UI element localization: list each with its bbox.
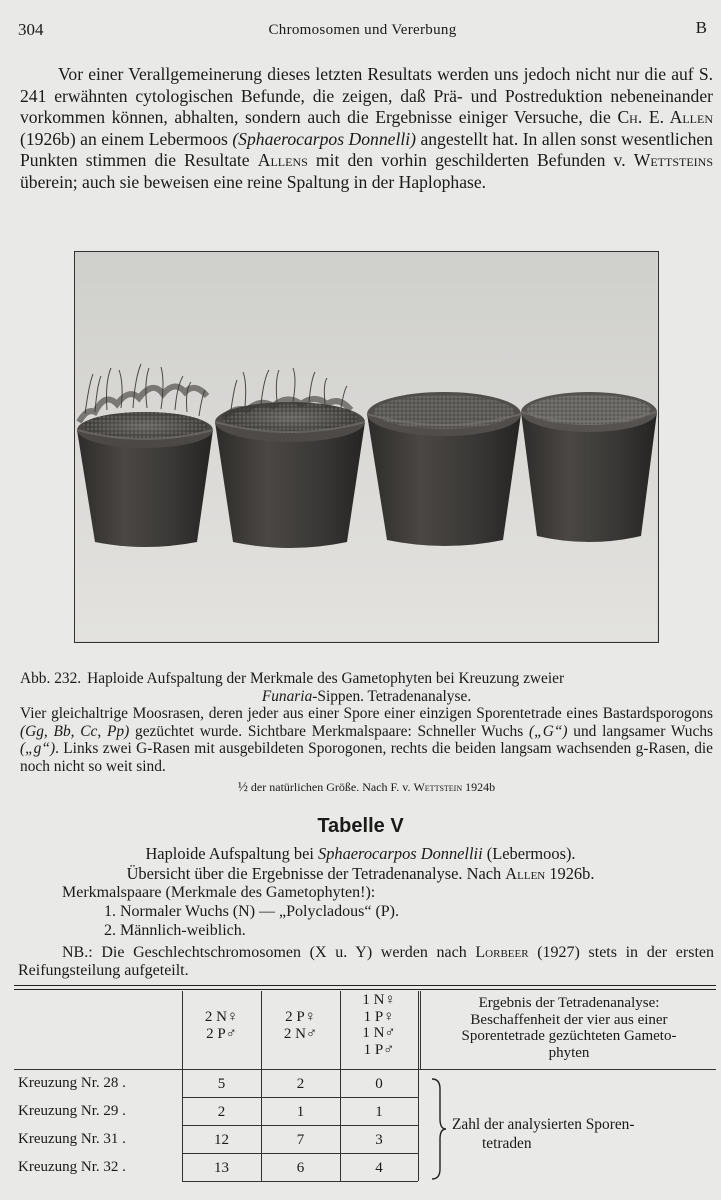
table-cell: 2 xyxy=(296,1076,305,1092)
table-cell: 0 xyxy=(375,1076,383,1092)
table-cell: 4 xyxy=(375,1160,383,1176)
page-number: 304 xyxy=(18,20,44,39)
running-header xyxy=(18,20,707,44)
col-header-2: 2 P♀ 2 N♂ xyxy=(283,1009,318,1042)
table-cell: 13 xyxy=(214,1160,229,1176)
intro-paragraph: Vor einer Verallgemeinerung dieses letzten Resultats werden uns jedoch nicht nur die auf S. 241 erwähnten cytologischen Befunde, die zeigen, daß Prä- und Postreduktion nebeneinander vorkommen können, abhalten, sondern auch die Ergebnisse einiger Versuche, die Ch. E. Allen (1926b) an einem Lebermoos (Sphaerocarpos Donnelli) angestellt hat. In allen sonst wesentlichen Punkten stimmen die Resultate Allens mit den vorhin geschilderten Befunden v. Wettsteins überein; auch sie beweisen eine reine Spaltung in der Haplophase. xyxy=(20,64,714,192)
nb-note: NB.: Die Geschlechtschromosomen (X u. Y) werden nach Lorbeer (1927) stets in der ersten Reifungsteilung aufgeteilt. xyxy=(18,944,714,980)
table-cell: 1 xyxy=(375,1104,383,1120)
row-label-32: Kreuzung Nr. 32 . xyxy=(18,1159,126,1175)
table-title: Tabelle V xyxy=(317,815,404,837)
table-subtitle: Haploide Aufspaltung bei Sphaerocarpos Donnellii (Lebermoos). Übersicht über die Ergebnisse der Tetradenanalyse. Nach Allen 1926b. xyxy=(126,844,595,883)
row-label-31: Kreuzung Nr. 31 . xyxy=(18,1131,126,1147)
plant-pots-photo xyxy=(74,251,659,643)
figure-label: Abb. 232. xyxy=(20,670,82,687)
figure-credit: ½ der natürlichen Größe. Nach F. v. Wettstein 1924b xyxy=(237,778,496,794)
table-top-rule-thin xyxy=(14,989,716,990)
pot-4-icon xyxy=(521,392,657,542)
trait-list: Merkmalspaare (Merkmale des Gametophyten!): 1. Normaler Wuchs (N) — „Polycladous“ (P). 2. Männlich-weiblich. xyxy=(62,884,399,939)
figure-caption: Abb. 232. Haploide Aufspaltung der Merkmale des Gametophyten bei Kreuzung zweier Funaria-Sippen. Tetradenanalyse. Vier gleichaltrige Moosrasen, deren jeder aus einer Spore einer einzigen Sporentetrade eines Bastardsporogons (Gg, Bb, Cc, Pp) gezüchtet wurde. Sichtbare Merkmalspaare: Schneller Wuchs („G“) und langsamer Wuchs („g“). Links zwei G-Rasen mit ausgebildeten Sporogonen, rechts die beiden langsam wachsenden g-Rasen, die noch nicht so weit sind. ½ der natürlichen Größe. Nach F. v. Wettstein 1924b xyxy=(20,670,713,796)
brace-icon xyxy=(428,1077,448,1181)
table-cell: 6 xyxy=(296,1160,305,1176)
table-cell: 1 xyxy=(296,1104,305,1120)
col-header-result: Ergebnis der Tetradenanalyse: Beschaffenheit der vier aus einer Sporentetrade gezüchteten Gameto- phyten xyxy=(461,995,677,1061)
col-header-3: 1 N♀ 1 P♀ 1 N♂ 1 P♂ xyxy=(362,992,396,1058)
running-title: Chromosomen und Vererbung xyxy=(268,22,457,38)
table-cell: 2 xyxy=(217,1104,226,1120)
table-cell: 7 xyxy=(296,1132,305,1148)
table-cell: 3 xyxy=(375,1132,383,1148)
author-allen: Ch. E. Allen xyxy=(617,107,713,128)
row-label-29: Kreuzung Nr. 29 . xyxy=(18,1103,126,1119)
pot-3-icon xyxy=(367,392,521,546)
table-note: Zahl der analysierten Sporen- tetraden xyxy=(452,1116,635,1152)
table-cell: 5 xyxy=(217,1076,226,1092)
table-cell: 12 xyxy=(214,1132,229,1148)
row-label-28: Kreuzung Nr. 28 . xyxy=(18,1075,126,1091)
signature-mark: B xyxy=(695,18,707,37)
table-top-rule xyxy=(14,985,716,986)
species-name: (Sphaerocarpos Donnelli) xyxy=(232,128,416,149)
col-header-1: 2 N♀ 2 P♂ xyxy=(204,1009,239,1042)
